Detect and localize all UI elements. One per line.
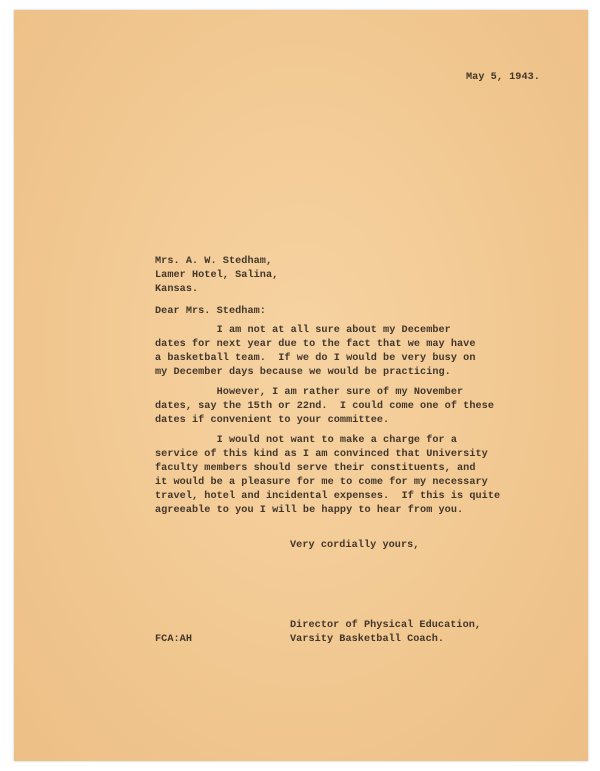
body-line: service of this kind as I am convinced that University [155, 449, 488, 460]
body-line: I am not at all sure about my December [155, 325, 451, 336]
address-line-hotel: Lamer Hotel, Salina, [155, 270, 279, 281]
closing: Very cordially yours, [290, 540, 420, 551]
body-line: dates if convenient to your committee. [155, 415, 390, 426]
body-line: However, I am rather sure of my November [155, 387, 464, 398]
letter-date: May 5, 1943. [466, 72, 540, 83]
body-line: faculty members should serve their constituents, and [155, 463, 476, 474]
body-line: travel, hotel and incidental expenses. If this is quite [155, 491, 501, 502]
signature-title-line-1: Director of Physical Education, [290, 620, 482, 631]
body-line: dates, say the 15th or 22nd. I could come one of these [155, 401, 494, 412]
body-line: a basketball team. If we do I would be very busy on [155, 353, 476, 364]
salutation: Dear Mrs. Stedham: [155, 306, 266, 317]
address-line-state: Kansas. [155, 284, 199, 295]
body-line: it would be a pleasure for me to come for my necessary [155, 477, 488, 488]
body-line: agreeable to you I will be happy to hear from you. [155, 505, 464, 516]
body-line: I would not want to make a charge for a [155, 435, 458, 446]
reference-initials: FCA:AH [155, 634, 192, 645]
body-line: my December days because we would be practicing. [155, 367, 451, 378]
body-line: dates for next year due to the fact that we may have [155, 339, 476, 350]
address-line-name: Mrs. A. W. Stedham, [155, 256, 273, 267]
signature-title-line-2: Varsity Basketball Coach. [290, 634, 445, 645]
